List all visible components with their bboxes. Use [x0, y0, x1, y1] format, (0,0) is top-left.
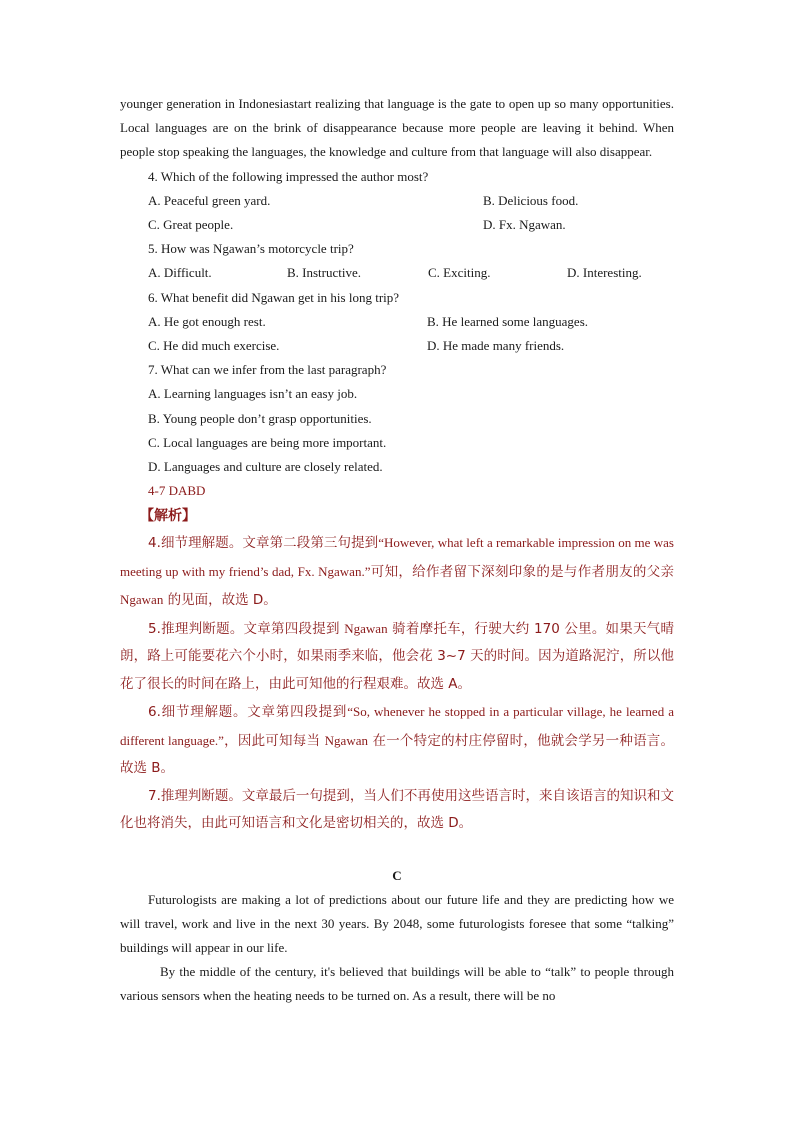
- q5-option-b: B. Instructive.: [287, 265, 362, 281]
- question-6-options-row1: [120, 310, 674, 334]
- q7-option-d: D. Languages and culture are closely related.: [148, 458, 383, 474]
- q7-option-c: C. Local languages are being more important.: [148, 434, 387, 450]
- question-6-options-row2: [120, 334, 674, 358]
- answer-key: 4-7 DABD: [148, 483, 206, 499]
- question-4-options-row2: [120, 213, 674, 237]
- section-c-label: C: [392, 867, 402, 883]
- analysis-heading: 【解析】: [140, 509, 196, 525]
- explanation-7: 7.推理判断题。文章最后一句提到，当人们不再使用这些语言时，来自该语言的知识和文化也将消失，由此可知语言和文化是密切相关的，故选 D。: [120, 787, 674, 832]
- question-4-stem: 4. Which of the following impressed the author most?: [148, 168, 429, 184]
- q7-option-a: A. Learning languages isn’t an easy job.: [148, 386, 358, 402]
- q4-option-d: D. Fx. Ngawan.: [483, 217, 566, 232]
- q6-option-d: D. He made many friends.: [427, 337, 565, 353]
- q6-option-a: A. He got enough rest.: [148, 313, 266, 329]
- question-7-stem: 7. What can we infer from the last paragraph?: [148, 362, 387, 378]
- section-c-paragraph-1: Futurologists are making a lot of predictions about our future life and they are predicting how we will travel, work and live in the next 30 years. By 2048, some futurologists foresee that some “talking” buildings will appear in our life.: [120, 891, 674, 956]
- question-6-stem: 6. What benefit did Ngawan get in his long trip?: [148, 289, 400, 305]
- explanation-4: 4.细节理解题。文章第二段第三句提到“However, what left a remarkable impression on me was meeting up with my friend’s dad, Fx. Ngawan.”可知，给作者留下深刻印象的是与作者朋友的父亲 Ngawan 的见面，故选 D。: [120, 535, 675, 609]
- q4-option-b: B. Delicious food.: [483, 192, 579, 208]
- document-page: [120, 92, 674, 1009]
- q5-option-c: C. Exciting.: [428, 265, 491, 281]
- explanation-6: 6.细节理解题。文章第四段提到“So, whenever he stopped in a particular village, he learned a different language.”，因此可知每当 Ngawan 在一个特定的村庄停留时，他就会学另一种语言。故选 B。: [120, 704, 675, 777]
- q6-option-b: B. He learned some languages.: [427, 313, 589, 329]
- passage-b-ending: younger generation in Indonesiastart realizing that language is the gate to open up so many opportunities. Local languages are on the brink of disappearance because more people are leaving it behind. When people stop speaking the languages, the knowledge and culture from that language will also disappear.: [120, 96, 674, 160]
- q5-option-d: D. Interesting.: [567, 265, 642, 281]
- section-c-paragraph-2: By the middle of the century, it's believed that buildings will be able to “talk” to people through various sensors when the heating needs to be turned on. As a result, there will be no: [120, 964, 674, 1004]
- q4-option-a: A. Peaceful green yard.: [148, 192, 271, 208]
- explanation-5: 5.推理判断题。文章第四段提到 Ngawan 骑着摩托车，行驶大约 170 公里。如果天气晴朗，路上可能要花六个小时，如果雨季来临，他会花 3~7 天的时间。因为道路泥泞，所以他花了很长的时间在路上，由此可知他的行程艰难。故选 A。: [120, 620, 675, 692]
- question-5-stem: 5. How was Ngawan’s motorcycle trip?: [148, 241, 354, 257]
- q5-option-a: A. Difficult.: [148, 265, 212, 281]
- q4-option-c: C. Great people.: [148, 217, 234, 232]
- q7-option-b: B. Young people don’t grasp opportunities.: [148, 410, 372, 426]
- question-4-options-row1: [120, 189, 674, 213]
- question-5-options-row: [120, 261, 674, 285]
- q6-option-c: C. He did much exercise.: [148, 337, 280, 353]
